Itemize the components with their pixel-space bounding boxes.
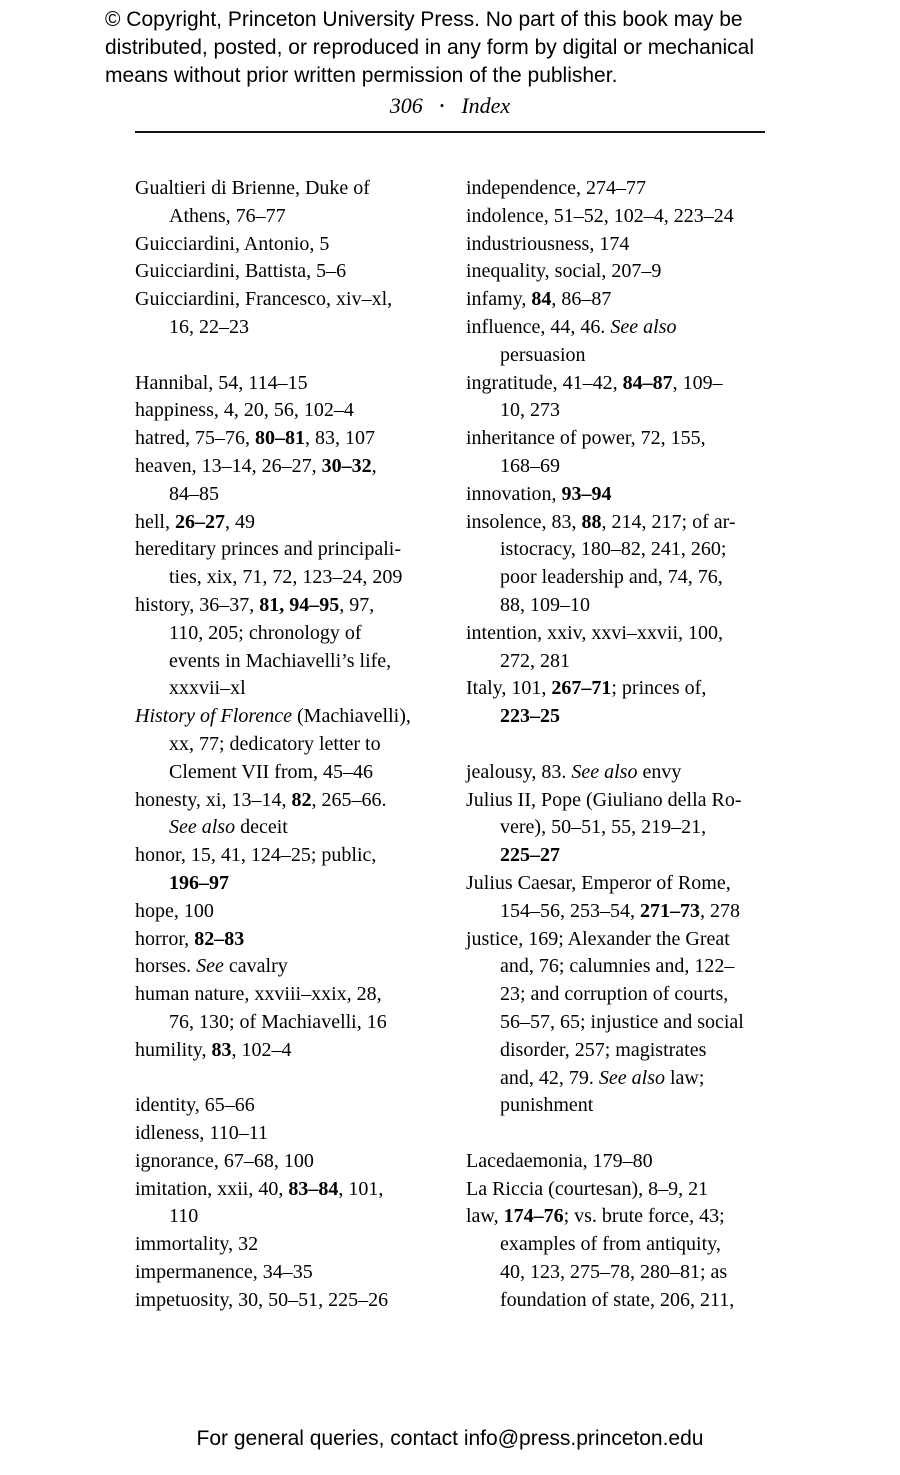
index-entry-first-line: Julius II, Pope (Giuliano della Ro- xyxy=(466,788,742,811)
index-entry-first-line: industriousness, 174 xyxy=(466,232,630,255)
index-entry xyxy=(135,1176,457,1232)
index-entry-first-line: human nature, xxviii–xxix, 28, xyxy=(135,983,382,1006)
index-entry xyxy=(135,703,457,786)
index-entry xyxy=(466,370,798,426)
index-entry xyxy=(135,231,457,259)
index-entry-continuation-line: disorder, 257; magistrates xyxy=(500,1038,707,1061)
page-number: 306 xyxy=(389,93,423,118)
index-entry-continuation-line: 23; and corruption of courts, xyxy=(500,983,729,1006)
index-entry-first-line: identity, 65–66 xyxy=(135,1094,255,1117)
index-entry-first-line: imitation, xxii, 40, 83–84, 101, xyxy=(135,1177,384,1200)
index-entry-first-line: immortality, 32 xyxy=(135,1233,259,1256)
index-entry-first-line: impermanence, 34–35 xyxy=(135,1261,313,1284)
index-entry-first-line: Guicciardini, Battista, 5–6 xyxy=(135,260,347,283)
index-entry-first-line: intention, xxiv, xxvi–xxvii, 100, xyxy=(466,621,724,644)
index-entry-continuation-line: events in Machiavelli’s life, xyxy=(169,649,392,672)
index-entry-first-line: independence, 274–77 xyxy=(466,177,646,199)
index-entry xyxy=(135,592,457,703)
index-entry-continuation-line: and, 76; calumnies and, 122– xyxy=(500,955,735,978)
index-entry-continuation-line: 196–97 xyxy=(169,871,229,894)
index-entry xyxy=(135,509,457,537)
index-entry xyxy=(466,175,798,203)
header-rule xyxy=(135,131,765,133)
index-entry-first-line: inheritance of power, 72, 155, xyxy=(466,427,706,450)
copyright-notice xyxy=(105,6,825,90)
index-entry-first-line: humility, 83, 102–4 xyxy=(135,1038,292,1061)
index-entry-continuation-line: punishment xyxy=(500,1094,594,1117)
index-entry-continuation-line: 223–25 xyxy=(500,705,560,728)
index-entry-first-line: History of Florence (Machiavelli), xyxy=(135,705,411,728)
index-entry-first-line: honor, 15, 41, 124–25; public, xyxy=(135,844,377,867)
index-entry xyxy=(135,258,457,286)
index-entry-first-line: inequality, social, 207–9 xyxy=(466,260,662,283)
index-entry-first-line: history, 36–37, 81, 94–95, 97, xyxy=(135,593,375,616)
index-entry-continuation-line: 110 xyxy=(169,1205,199,1228)
index-entry xyxy=(135,425,457,453)
index-entry xyxy=(466,926,798,1121)
index-entry-continuation-line: Athens, 76–77 xyxy=(169,204,286,227)
index-entry-first-line: horror, 82–83 xyxy=(135,927,245,950)
index-entry-continuation-line: ties, xix, 71, 72, 123–24, 209 xyxy=(169,566,403,589)
index-entry-first-line: Julius Caesar, Emperor of Rome, xyxy=(466,871,731,894)
index-entry xyxy=(466,870,798,926)
index-entry-first-line: hope, 100 xyxy=(135,899,214,922)
index-entry-continuation-line: persuasion xyxy=(500,343,586,366)
index-entry-first-line: happiness, 4, 20, 56, 102–4 xyxy=(135,399,354,422)
index-entry xyxy=(135,1092,457,1120)
index-entry xyxy=(135,1120,457,1148)
copyright-line: distributed, posted, or reproduced in any form by digital or mechanical xyxy=(105,36,755,59)
index-entry-first-line: justice, 169; Alexander the Great xyxy=(466,927,730,950)
index-entry xyxy=(466,1203,798,1314)
index-entry-continuation-line: poor leadership and, 74, 76, xyxy=(500,566,723,589)
index-entry-first-line: Gualtieri di Brienne, Duke of xyxy=(135,177,370,199)
index-entry-continuation-line: 88, 109–10 xyxy=(500,593,590,616)
index-entry-first-line: hell, 26–27, 49 xyxy=(135,510,255,533)
index-entry xyxy=(135,1148,457,1176)
index-entry-continuation-line: and, 42, 79. See also law; xyxy=(500,1066,705,1089)
index-entry-first-line: indolence, 51–52, 102–4, 223–24 xyxy=(466,204,734,227)
index-entry-first-line: jealousy, 83. See also envy xyxy=(466,760,682,783)
index-entry-first-line: law, 174–76; vs. brute force, 43; xyxy=(466,1205,725,1228)
index-entry-first-line: Hannibal, 54, 114–15 xyxy=(135,371,308,394)
index-entry xyxy=(135,926,457,954)
index-entry-continuation-line: 168–69 xyxy=(500,454,560,477)
index-entry xyxy=(135,842,457,898)
index-entry-first-line: Italy, 101, 267–71; princes of, xyxy=(466,677,707,700)
index-entry xyxy=(135,953,457,981)
index-entry-first-line: heaven, 13–14, 26–27, 30–32, xyxy=(135,454,377,477)
index-entry-first-line: innovation, 93–94 xyxy=(466,482,612,505)
index-entry-first-line: hatred, 75–76, 80–81, 83, 107 xyxy=(135,427,375,450)
index-entry xyxy=(466,759,798,787)
index-entry-first-line: hereditary princes and principali- xyxy=(135,538,401,561)
index-entry-continuation-line: 154–56, 253–54, 271–73, 278 xyxy=(500,899,740,922)
index-entry xyxy=(466,1176,798,1204)
index-entry xyxy=(466,425,798,481)
index-entry-continuation-line: 76, 130; of Machiavelli, 16 xyxy=(169,1010,387,1033)
index-entry-first-line: Guicciardini, Francesco, xiv–xl, xyxy=(135,288,393,311)
index-entry xyxy=(135,536,457,592)
index-entry xyxy=(135,370,457,398)
index-entry xyxy=(135,397,457,425)
index-entry-continuation-line: foundation of state, 206, 211, xyxy=(500,1288,735,1311)
index-entry xyxy=(466,258,798,286)
index-entry-first-line: impetuosity, 30, 50–51, 225–26 xyxy=(135,1288,389,1311)
index-entry xyxy=(466,231,798,259)
section-title: Index xyxy=(461,93,511,118)
index-entry xyxy=(135,1037,457,1065)
index-entry-first-line: influence, 44, 46. See also xyxy=(466,315,677,338)
index-entry-continuation-line: 84–85 xyxy=(169,482,219,505)
index-entry xyxy=(466,675,798,731)
index-entry xyxy=(466,1148,798,1176)
index-entry xyxy=(466,481,798,509)
index-entry-continuation-line: 10, 273 xyxy=(500,399,560,422)
index-entry-first-line: Guicciardini, Antonio, 5 xyxy=(135,232,330,255)
index-entry-continuation-line: See also deceit xyxy=(169,816,288,839)
index-entry xyxy=(135,453,457,509)
index-entry-continuation-line: 16, 22–23 xyxy=(169,315,249,338)
index-entry-continuation-line: 56–57, 65; injustice and social xyxy=(500,1010,744,1033)
index-entry-continuation-line: 110, 205; chronology of xyxy=(169,621,362,644)
index-entry-continuation-line: xx, 77; dedicatory letter to xyxy=(169,732,381,755)
copyright-line: © Copyright, Princeton University Press. No part of this book may be xyxy=(105,8,743,31)
index-entry xyxy=(135,286,457,342)
index-entry xyxy=(135,1231,457,1259)
index-entry-continuation-line: 272, 281 xyxy=(500,649,570,672)
index-entry-first-line: horses. See cavalry xyxy=(135,955,288,978)
index-entry-first-line: ignorance, 67–68, 100 xyxy=(135,1149,314,1172)
index-entry-first-line: infamy, 84, 86–87 xyxy=(466,288,612,311)
index-entry xyxy=(466,509,798,620)
index-entry-first-line: honesty, xi, 13–14, 82, 265–66. xyxy=(135,788,387,811)
index-entry xyxy=(135,981,457,1037)
index-entry-continuation-line: Clement VII from, 45–46 xyxy=(169,760,374,783)
index-entry xyxy=(466,286,798,314)
running-head xyxy=(0,93,900,119)
index-entry-continuation-line: 40, 123, 275–78, 280–81; as xyxy=(500,1261,728,1284)
index-entry xyxy=(135,1287,457,1315)
index-entry-continuation-line: xxxvii–xl xyxy=(169,677,246,700)
index-entry-first-line: Lacedaemonia, 179–80 xyxy=(466,1149,653,1172)
index-entry xyxy=(135,787,457,843)
index-entry xyxy=(466,314,798,370)
index-entry-first-line: insolence, 83, 88, 214, 217; of ar- xyxy=(466,510,736,533)
index-entry-continuation-line: 225–27 xyxy=(500,844,560,867)
index-entry-first-line: idleness, 110–11 xyxy=(135,1122,268,1145)
index-entry-first-line: La Riccia (courtesan), 8–9, 21 xyxy=(466,1177,709,1200)
index-column-left xyxy=(135,175,457,1315)
index-entry-first-line: ingratitude, 41–42, 84–87, 109– xyxy=(466,371,723,394)
index-entry xyxy=(135,898,457,926)
footer-contact: For general queries, contact info@press.princeton.edu xyxy=(196,1427,704,1450)
copyright-line: means without prior written permission of the publisher. xyxy=(105,64,618,87)
index-entry xyxy=(466,203,798,231)
index-entry xyxy=(466,787,798,870)
index-entry-continuation-line: vere), 50–51, 55, 219–21, xyxy=(500,816,707,839)
bullet-separator-icon: • xyxy=(439,98,445,113)
index-entry-continuation-line: istocracy, 180–82, 241, 260; xyxy=(500,538,727,561)
index-entry xyxy=(466,620,798,676)
index-entry xyxy=(135,1259,457,1287)
index-column-right xyxy=(466,175,798,1315)
index-entry-continuation-line: examples of from antiquity, xyxy=(500,1233,721,1256)
index-entry xyxy=(135,175,457,231)
